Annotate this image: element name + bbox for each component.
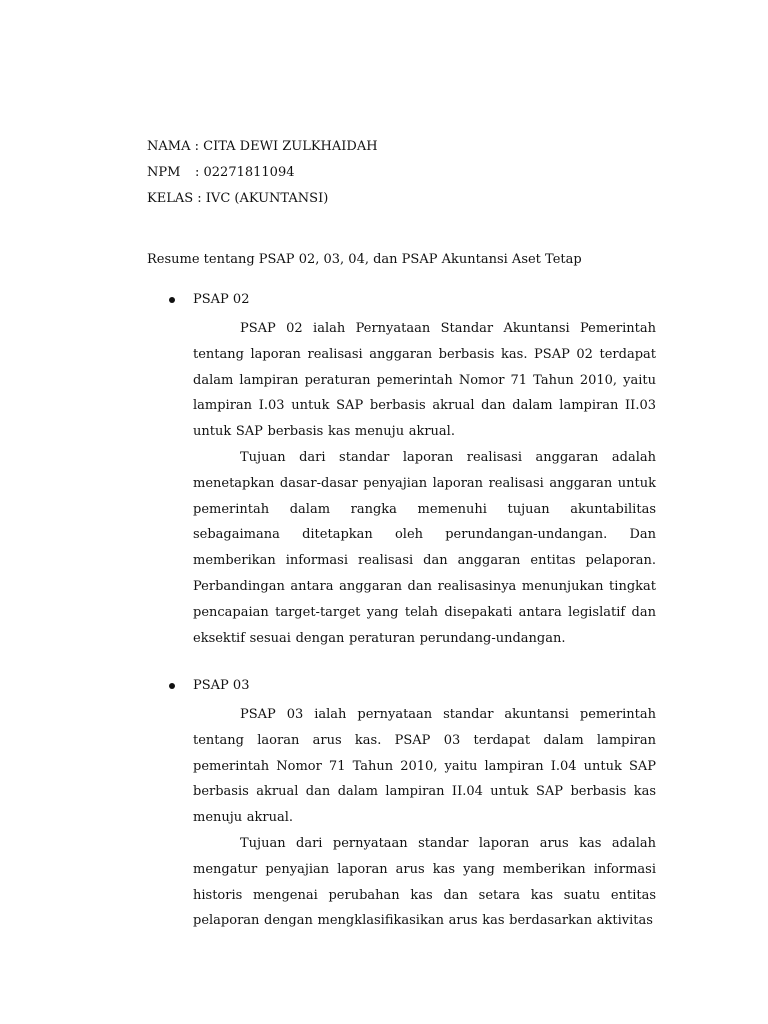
section-heading <box>147 290 657 316</box>
name-value: : CITA DEWI ZULKHAIDAH <box>194 139 378 154</box>
npm-value: : 02271811094 <box>195 165 295 180</box>
section-paragraph: PSAP 03 ialah pernyataan standar akuntansi pemerintah tentang laoran arus kas. PSAP 03 terdapat dalam lampiran pemerintah Nomor 71 Tahun 2010, yaitu lampiran I.04 untuk SAP berbasis akrual dan dalam lampiran II.04 untuk SAP berbasis kas menuju akrual. <box>193 707 656 826</box>
name-line <box>147 137 378 163</box>
section-title: PSAP 03 <box>193 678 250 693</box>
bullet-icon <box>169 683 175 689</box>
section-paragraph: PSAP 02 ialah Pernyataan Standar Akuntansi Pemerintah tentang laporan realisasi anggaran berbasis kas. PSAP 02 terdapat dalam lampiran peraturan pemerintah Nomor 71 Tahun 2010, yaitu lampiran I.03 untuk SAP berbasis akrual dan dalam lampiran II.03 untuk SAP berbasis kas menuju akrual. <box>193 321 656 440</box>
npm-line <box>147 163 378 189</box>
bullet-icon <box>169 297 175 303</box>
class-line <box>147 189 378 215</box>
section-paragraph: Tujuan dari pernyataan standar laporan arus kas adalah mengatur penyajian laporan arus kas yang memberikan informasi historis mengenai perubahan kas dan setara kas suatu entitas pelaporan dengan mengklasifikasikan arus kas berdasarkan aktivitas <box>193 835 656 929</box>
class-label: KELAS <box>147 191 194 206</box>
document-title: Resume tentang PSAP 02, 03, 04, dan PSAP Akuntansi Aset Tetap <box>147 252 582 267</box>
identity-block <box>147 137 378 215</box>
section-title: PSAP 02 <box>193 292 250 307</box>
section-psap-02 <box>147 290 657 651</box>
class-value: : IVC (AKUNTANSI) <box>197 191 329 206</box>
section-heading <box>147 676 657 702</box>
npm-label: NPM <box>147 165 181 180</box>
name-label: NAMA <box>147 139 191 154</box>
section-paragraph: Tujuan dari standar laporan realisasi anggaran adalah menetapkan dasar-dasar penyajian laporan realisasi anggaran untuk pemerintah dalam rangka memenuhi tujuan akuntabilitas sebagaimana ditetapkan oleh perundangan-undangan. Dan memberikan informasi realisasi dan anggaran entitas pelaporan. Perbandingan antara anggaran dan realisasinya menunjukan tingkat pencapaian target-target yang telah disepakati antara legislatif dan eksektif sesuai dengan peraturan perundang-undangan. <box>193 449 656 646</box>
section-psap-03 <box>147 676 657 934</box>
